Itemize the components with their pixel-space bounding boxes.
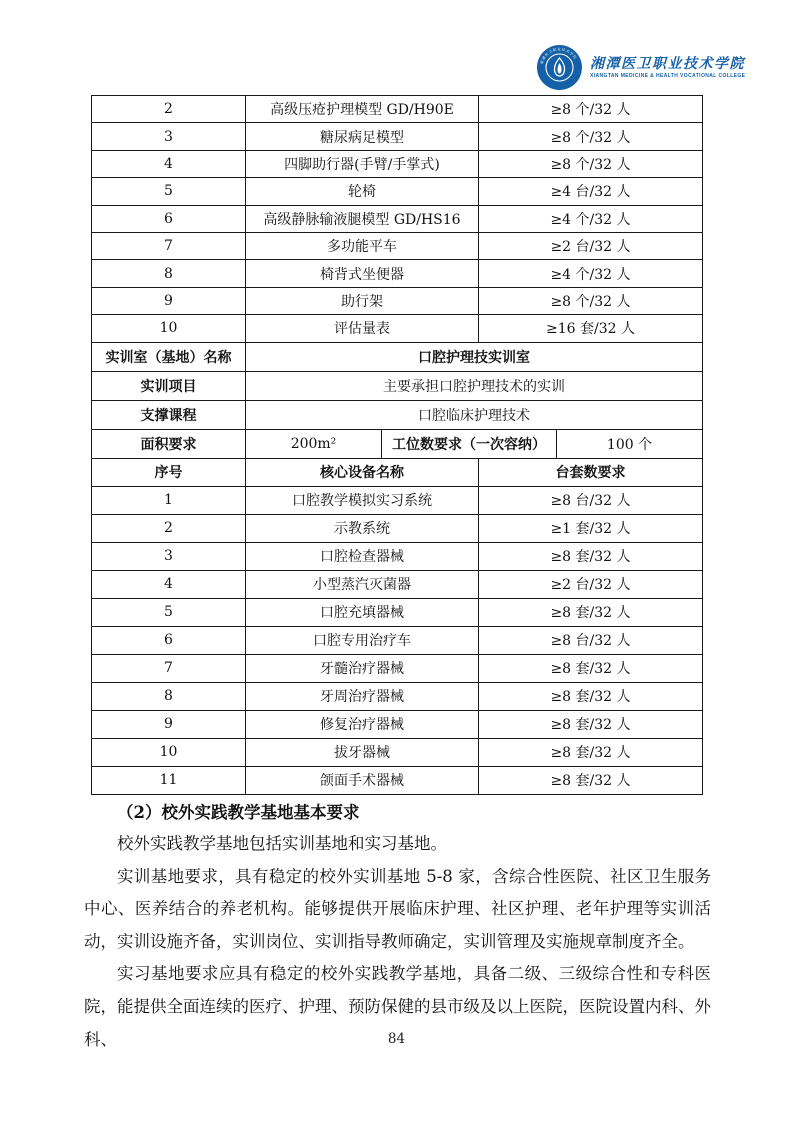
equipment-name-cell: 口腔教学模拟实习系统 <box>246 486 479 514</box>
equipment-row <box>92 710 703 738</box>
body-paragraph: 实训基地要求，具有稳定的校外实训基地 5-8 家，含综合性医院、社区卫生服务中心、医养结合的养老机构。能够提供开展临床护理、社区护理、老年护理等实训活动，实训设施齐备，实训岗位、实训指导教师确定，实训管理及实施规章制度齐全。 <box>84 866 711 951</box>
row-number-cell: 10 <box>92 315 246 342</box>
row-number-cell: 3 <box>92 542 246 570</box>
row-number-cell: 9 <box>92 710 246 738</box>
equipment-row <box>92 486 703 514</box>
equipment-row <box>92 682 703 710</box>
row-number-cell: 2 <box>92 96 246 123</box>
quantity-cell: ≥16 套/32 人 <box>479 315 703 342</box>
row-number-cell: 8 <box>92 682 246 710</box>
emblem-ring-text: 湘潭医卫职业技术学院 <box>539 47 578 65</box>
quantity-cell: ≥4 台/32 人 <box>479 178 703 205</box>
row-number-cell: 4 <box>92 570 246 598</box>
row-number-cell: 5 <box>92 598 246 626</box>
equipment-name-cell: 轮椅 <box>246 178 479 205</box>
equipment-row <box>92 570 703 598</box>
quantity-cell: ≥8 套/32 人 <box>479 738 703 766</box>
row-number-cell: 1 <box>92 486 246 514</box>
page-number: 84 <box>387 1031 406 1047</box>
quantity-cell: ≥4 个/32 人 <box>479 260 703 287</box>
row-number-cell: 4 <box>92 150 246 177</box>
equipment-row <box>92 626 703 654</box>
row-number-cell: 7 <box>92 654 246 682</box>
training-project-row <box>92 371 703 400</box>
equipment-name-cell: 拔牙器械 <box>246 738 479 766</box>
row-number-cell: 7 <box>92 232 246 259</box>
quantity-cell: ≥8 个/32 人 <box>479 150 703 177</box>
equipment-name-cell: 口腔充填器械 <box>246 598 479 626</box>
row-number-cell: 6 <box>92 626 246 654</box>
equipment-name-cell: 助行架 <box>246 287 479 314</box>
college-logo <box>537 45 745 90</box>
equipment-row <box>92 315 703 342</box>
equipment-row <box>92 178 703 205</box>
quantity-cell: ≥8 个/32 人 <box>479 287 703 314</box>
quantity-cell: ≥8 套/32 人 <box>479 682 703 710</box>
training-facility-table <box>91 95 702 795</box>
equipment-table-bottom <box>91 458 703 795</box>
row-number-cell: 10 <box>92 738 246 766</box>
supporting-course-row <box>92 400 703 429</box>
equipment-name-cell: 口腔检查器械 <box>246 542 479 570</box>
equipment-row <box>92 654 703 682</box>
quantity-cell: ≥8 个/32 人 <box>479 123 703 150</box>
equipment-name-cell: 评估量表 <box>246 315 479 342</box>
row-number-cell: 3 <box>92 123 246 150</box>
area-label: 面积要求 <box>92 429 246 458</box>
equipment-name-cell: 小型蒸汽灭菌器 <box>246 570 479 598</box>
lab-info-table <box>91 342 703 430</box>
college-emblem-icon <box>537 45 582 90</box>
header-qty: 台套数要求 <box>479 458 703 486</box>
equipment-name-cell: 示教系统 <box>246 514 479 542</box>
quantity-cell: ≥2 台/32 人 <box>479 570 703 598</box>
area-requirement-table <box>91 429 703 459</box>
workstation-label: 工位数要求（一次容纳） <box>382 429 557 458</box>
quantity-cell: ≥8 套/32 人 <box>479 654 703 682</box>
quantity-cell: ≥8 个/32 人 <box>479 96 703 123</box>
quantity-cell: ≥8 台/32 人 <box>479 626 703 654</box>
equipment-name-cell: 椅背式坐便器 <box>246 260 479 287</box>
equipment-row <box>92 514 703 542</box>
header-no: 序号 <box>92 458 246 486</box>
college-name-cn: 湘潭医卫职业技术学院 <box>590 56 745 72</box>
lab-name-value: 口腔护理技实训室 <box>246 342 703 371</box>
lab-name-label: 实训室（基地）名称 <box>92 342 246 371</box>
college-name-block <box>590 55 745 80</box>
quantity-cell: ≥8 台/32 人 <box>479 486 703 514</box>
equipment-name-cell: 高级压疮护理模型 GD/H90E <box>246 96 479 123</box>
equipment-name-cell: 牙髓治疗器械 <box>246 654 479 682</box>
training-project-value: 主要承担口腔护理技术的实训 <box>246 371 703 400</box>
equipment-name-cell: 口腔专用治疗车 <box>246 626 479 654</box>
training-project-label: 实训项目 <box>92 371 246 400</box>
equipment-row <box>92 205 703 232</box>
equipment-row <box>92 260 703 287</box>
row-number-cell: 11 <box>92 766 246 794</box>
equipment-row <box>92 232 703 259</box>
equipment-row <box>92 542 703 570</box>
college-name-en: XIANGTAN MEDICINE & HEALTH VOCATIONAL COLLEGE <box>590 73 746 79</box>
supporting-course-value: 口腔临床护理技术 <box>246 400 703 429</box>
area-row <box>92 429 703 458</box>
body-paragraph: 实习基地要求应具有稳定的校外实践教学基地，具备二级、三级综合性和专科医院，能提供全面连续的医疗、护理、预防保健的县市级及以上医院，医院设置内科、外科、 <box>84 964 711 1049</box>
supporting-course-label: 支撑课程 <box>92 400 246 429</box>
row-number-cell: 2 <box>92 514 246 542</box>
equipment-name-cell: 高级静脉输液腿模型 GD/HS16 <box>246 205 479 232</box>
equipment-row <box>92 287 703 314</box>
equipment-name-cell: 修复治疗器械 <box>246 710 479 738</box>
equipment-table-top <box>91 95 703 343</box>
equipment-row <box>92 766 703 794</box>
quantity-cell: ≥8 套/32 人 <box>479 766 703 794</box>
equipment-row <box>92 123 703 150</box>
equipment-name-cell: 颌面手术器械 <box>246 766 479 794</box>
workstation-value: 100 个 <box>557 429 703 458</box>
equipment-row <box>92 150 703 177</box>
quantity-cell: ≥8 套/32 人 <box>479 542 703 570</box>
body-text-section <box>84 798 711 1056</box>
equipment-header-row <box>92 458 703 486</box>
row-number-cell: 8 <box>92 260 246 287</box>
paragraphs <box>84 828 711 1056</box>
row-number-cell: 6 <box>92 205 246 232</box>
row-number-cell: 5 <box>92 178 246 205</box>
equipment-name-cell: 牙周治疗器械 <box>246 682 479 710</box>
area-value: 200m² <box>246 429 382 458</box>
section-heading: （2）校外实践教学基地基本要求 <box>117 803 360 822</box>
equipment-name-cell: 糖尿病足模型 <box>246 123 479 150</box>
quantity-cell: ≥8 套/32 人 <box>479 598 703 626</box>
equipment-row <box>92 96 703 123</box>
equipment-row <box>92 598 703 626</box>
equipment-name-cell: 多功能平车 <box>246 232 479 259</box>
quantity-cell: ≥2 台/32 人 <box>479 232 703 259</box>
quantity-cell: ≥1 套/32 人 <box>479 514 703 542</box>
header-name: 核心设备名称 <box>246 458 479 486</box>
equipment-row <box>92 738 703 766</box>
lab-name-row <box>92 342 703 371</box>
quantity-cell: ≥4 个/32 人 <box>479 205 703 232</box>
equipment-name-cell: 四脚助行器(手臂/手掌式) <box>246 150 479 177</box>
body-paragraph: 校外实践教学基地包括实训基地和实习基地。 <box>117 834 447 853</box>
quantity-cell: ≥8 套/32 人 <box>479 710 703 738</box>
row-number-cell: 9 <box>92 287 246 314</box>
